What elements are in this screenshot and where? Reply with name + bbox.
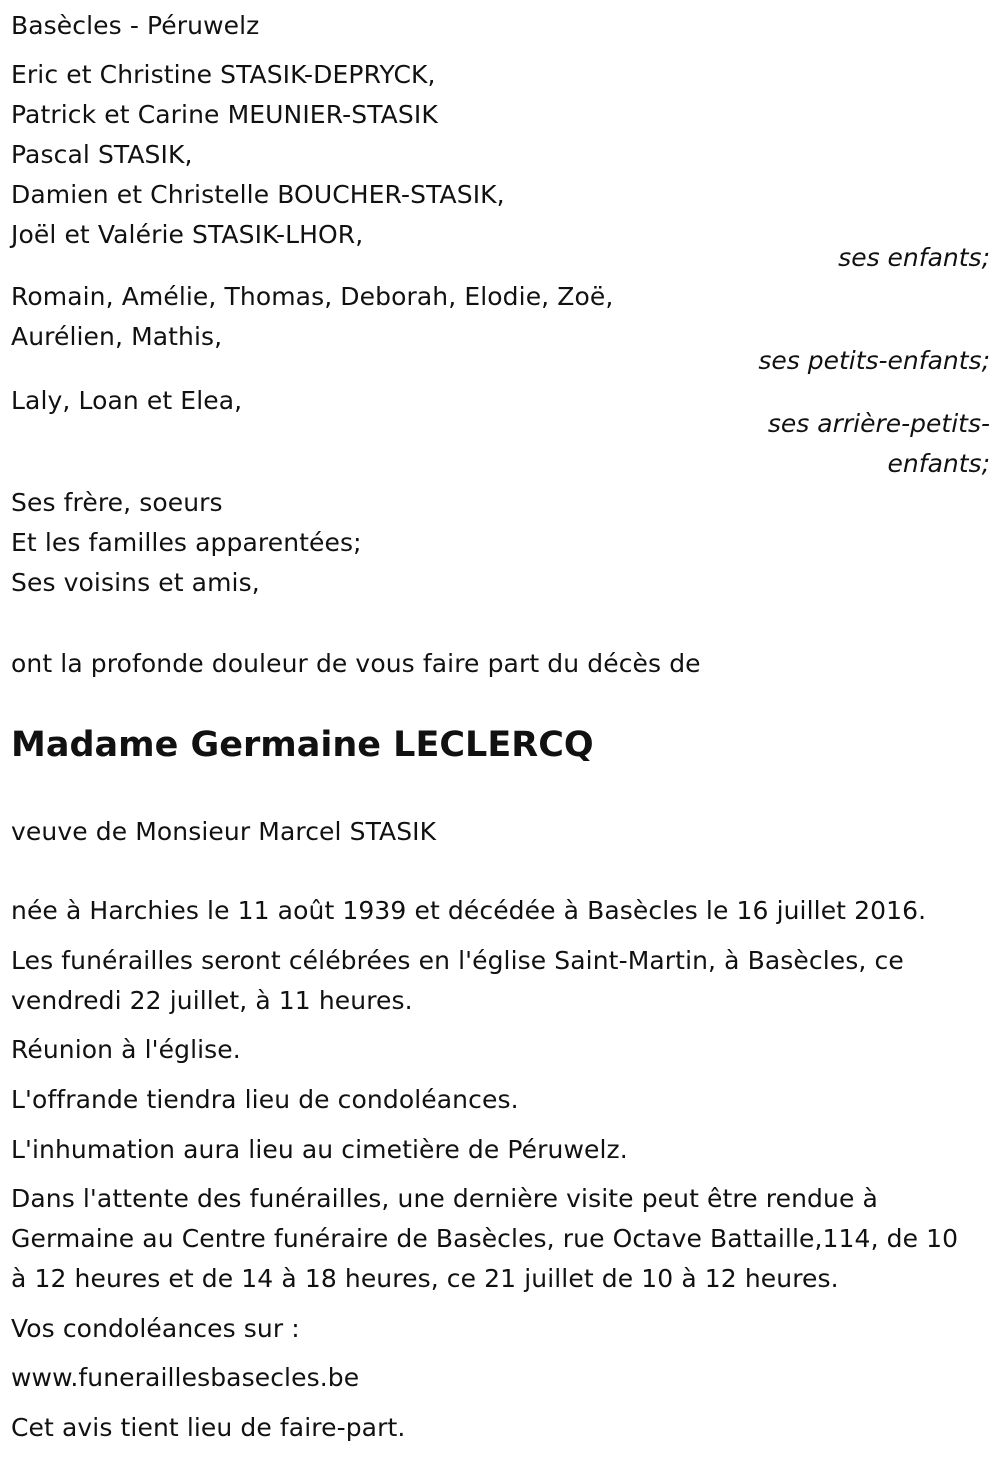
children-role: ses enfants;	[838, 243, 990, 272]
funeral-line-1: Les funérailles seront célébrées en l'église Saint-Martin, à Basècles, ce	[11, 946, 904, 975]
child-line-4: Damien et Christelle BOUCHER-STASIK,	[11, 180, 505, 209]
location: Basècles - Péruwelz	[11, 11, 260, 40]
child-line-1: Eric et Christine STASIK-DEPRYCK,	[11, 60, 436, 89]
announcement: ont la profonde douleur de vous faire part du décès de	[11, 649, 701, 678]
great-grandchildren-line: Laly, Loan et Elea,	[11, 386, 243, 415]
condolences-label: Vos condoléances sur :	[11, 1314, 300, 1343]
visit-line-1: Dans l'attente des funérailles, une dernière visite peut être rendue à	[11, 1184, 878, 1213]
grandchildren-role: ses petits-enfants;	[758, 346, 990, 375]
funeral-line-2: vendredi 22 juillet, à 11 heures.	[11, 986, 413, 1015]
others-line-1: Ses frère, soeurs	[11, 488, 223, 517]
child-line-2: Patrick et Carine MEUNIER-STASIK	[11, 100, 438, 129]
grandchildren-line-1: Romain, Amélie, Thomas, Deborah, Elodie, Zoë,	[11, 282, 614, 311]
website-link[interactable]: www.funeraillesbasecles.be	[11, 1363, 360, 1392]
great-grandchildren-role-line-1: ses arrière-petits-	[767, 409, 990, 438]
offering: L'offrande tiendra lieu de condoléances.	[11, 1085, 519, 1114]
deceased-name: Madame Germaine LECLERCQ	[11, 725, 594, 765]
meeting: Réunion à l'église.	[11, 1035, 241, 1064]
visit-line-3: à 12 heures et de 14 à 18 heures, ce 21 juillet de 10 à 12 heures.	[11, 1264, 839, 1293]
others-line-3: Ses voisins et amis,	[11, 568, 260, 597]
burial: L'inhumation aura lieu au cimetière de Péruwelz.	[11, 1135, 628, 1164]
others-line-2: Et les familles apparentées;	[11, 528, 362, 557]
widow-of: veuve de Monsieur Marcel STASIK	[11, 817, 437, 846]
child-line-3: Pascal STASIK,	[11, 140, 193, 169]
birth-death: née à Harchies le 11 août 1939 et décédée à Basècles le 16 juillet 2016.	[11, 896, 927, 925]
child-line-5: Joël et Valérie STASIK-LHOR,	[11, 220, 364, 249]
visit-line-2: Germaine au Centre funéraire de Basècles, rue Octave Battaille,114, de 10	[11, 1224, 959, 1253]
grandchildren-line-2: Aurélien, Mathis,	[11, 322, 223, 351]
great-grandchildren-role-line-2: enfants;	[887, 449, 990, 478]
closing: Cet avis tient lieu de faire-part.	[11, 1413, 406, 1442]
